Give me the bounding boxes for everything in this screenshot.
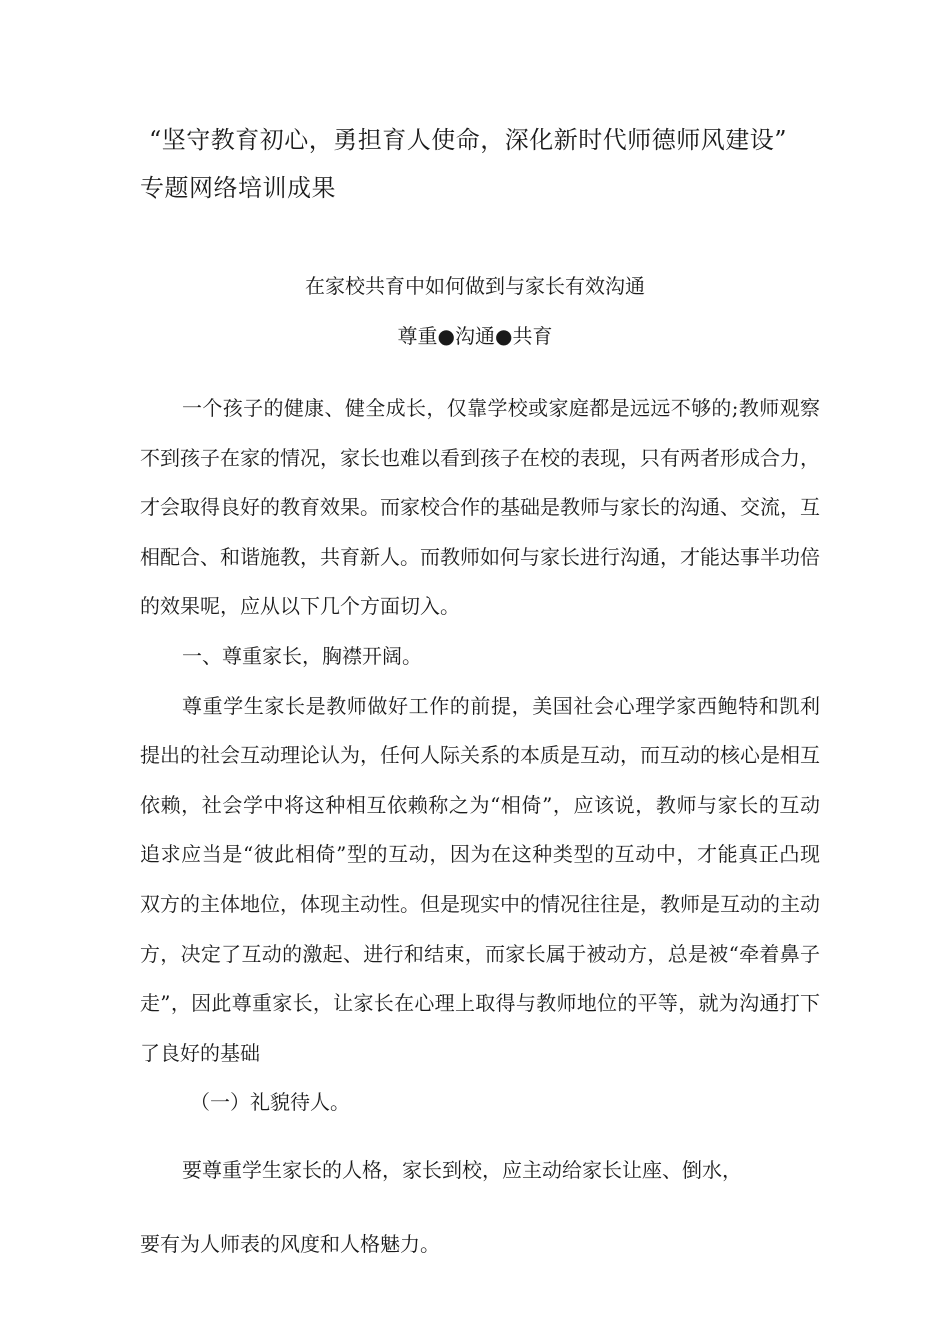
subsection-1-paragraph bbox=[140, 1133, 820, 1281]
article-subtitle: 在家校共育中如何做到与家长有效沟通 bbox=[305, 274, 645, 298]
subsection-1-line-1: 要尊重学生家长的人格，家长到校，应主动给家长让座、倒水， bbox=[182, 1158, 742, 1182]
section-1-heading: 一、尊重家长，胸襟开阔。 bbox=[182, 643, 422, 668]
intro-paragraph: 一个孩子的健康、健全成长，仅靠学校或家庭都是远远不够的;教师观察不到孩子在家的情况，家长也难以看到孩子在校的表现，只有两者形成合力，才会取得良好的教育效果。而家校合作的基础是教师与家长的沟通、交流，互相配合、和谐施教，共育新人。而教师如何与家长进行沟通，才能达事半功倍的效果呢，应从以下几个方面切入。 bbox=[140, 396, 820, 619]
subsection-1-heading: （一）礼貌待人。 bbox=[190, 1090, 350, 1115]
article-motto: 尊重●沟通●共育 bbox=[397, 324, 553, 348]
title-line-1: “坚守教育初心，勇担育人使命，深化新时代师德师风建设” bbox=[149, 126, 788, 154]
title-line-2: 专题网络培训成果 bbox=[140, 174, 336, 202]
section-1-paragraph: 尊重学生家长是教师做好工作的前提，美国社会心理学家西鲍特和凯利提出的社会互动理论认为，任何人际关系的本质是互动，而互动的核心是相互依赖，社会学中将这种相互依赖称之为“相倚”，应该说，教师与家长的互动追求应当是“彼此相倚”型的互动，因为在这种类型的互动中，才能真正凸现双方的主体地位，体现主动性。但是现实中的情况往往是，教师是互动的主动方，决定了互动的激起、进行和结束，而家长属于被动方，总是被“牵着鼻子走”，因此尊重家长，让家长在心理上取得与教师地位的平等，就为沟通打下了良好的基础 bbox=[140, 693, 820, 1065]
article-body bbox=[140, 384, 820, 1128]
document-title bbox=[140, 116, 840, 212]
subsection-1-line-2: 要有为人师表的风度和人格魅力。 bbox=[140, 1232, 440, 1256]
